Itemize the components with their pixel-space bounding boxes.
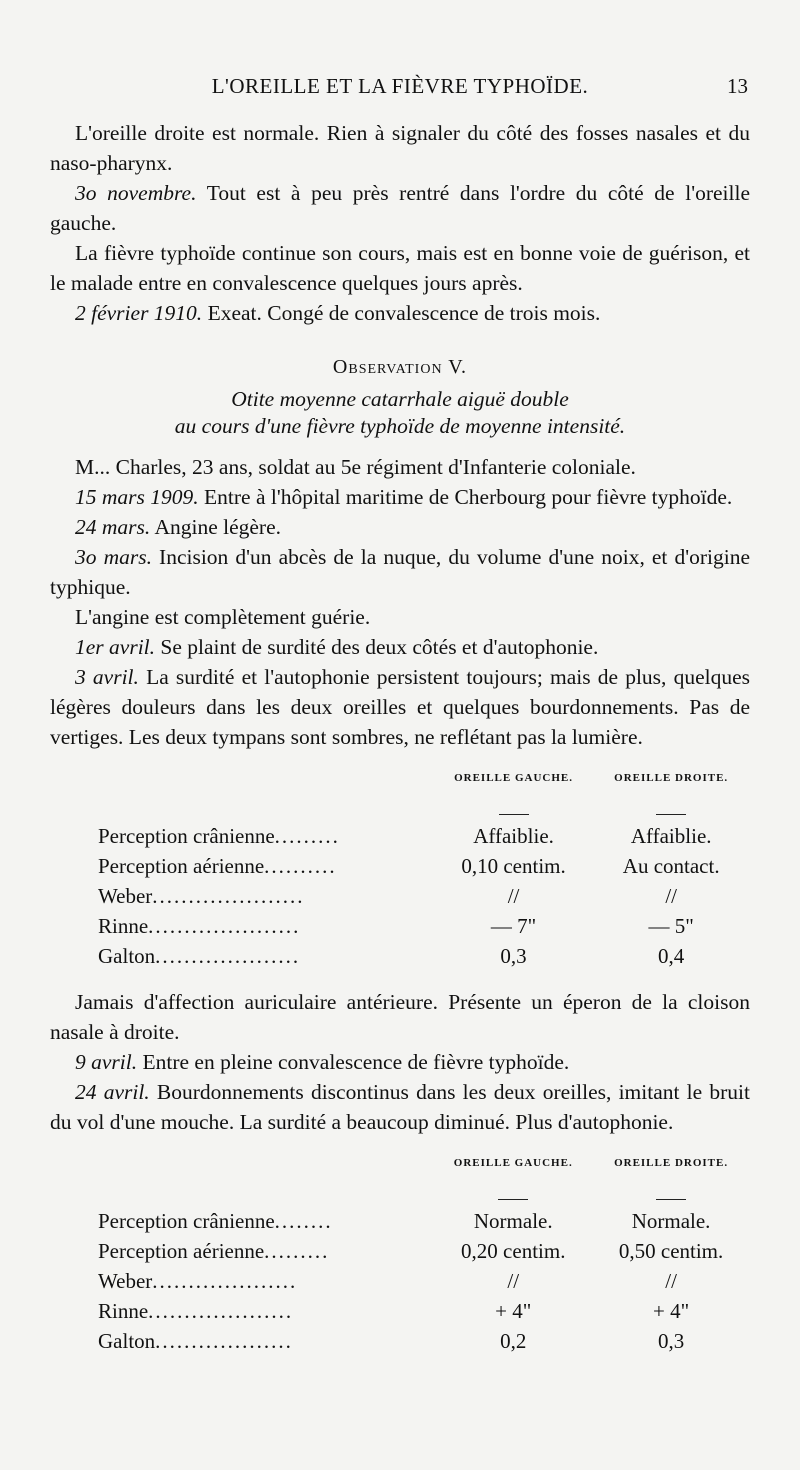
page-body [50,118,750,1356]
value-right-ear: // [665,884,678,908]
value-left-ear: // [507,884,520,908]
paragraph [50,512,750,542]
paragraph-text: M... Charles, 23 ans, soldat au 5e régiment d'Infanterie coloniale. [75,455,636,479]
row-label-text: Galton [98,1329,156,1353]
entry-date: 2 février 1910. [75,301,203,325]
row-label [98,911,435,941]
exam-table-2 [98,1147,750,1356]
paragraph-text: La fièvre typhoïde continue son cours, mais est en bonne voie de guérison, et le malade entre en convalescence quelques jours après. [50,241,750,295]
value-right-ear: 0,4 [658,944,685,968]
leader-dots: .................... [152,1269,298,1293]
value-left-ear: Normale. [473,1209,553,1233]
observation-subtitle-line2: au cours d'une fièvre typhoïde de moyenne intensité. [174,414,626,438]
entry-date: 9 avril. [75,1050,138,1074]
row-label [98,851,435,881]
value-left-ear: 0,2 [500,1329,527,1353]
row-label [98,1266,434,1296]
row-label-text: Perception crânienne [98,1209,275,1233]
observation-title: Observation V. [332,356,468,378]
value-left-ear: + 4" [495,1299,532,1323]
paragraph [50,118,750,178]
observation-subtitle-line1: Otite moyenne catarrhale aiguë double [231,387,569,411]
observation-subtitle [50,386,750,440]
paragraphs-bottom [50,987,750,1137]
value-right-ear: // [665,1269,677,1293]
value-left-ear: // [507,1269,520,1293]
paragraph-text: Incision d'un abcès de la nuque, du volume d'une noix, et d'origine typhique. [50,545,751,599]
value-left-ear: — 7" [490,914,537,938]
column-header-left: OREILLE GAUCHE. [453,1157,573,1169]
paragraph [50,482,750,512]
value-left-ear: 0,20 centim. [461,1239,566,1263]
row-label [98,941,435,971]
paragraph [50,298,750,328]
paragraph [50,542,750,602]
table-row [98,911,750,941]
paragraph [50,662,750,752]
leader-dots: ......... [264,1239,330,1263]
table-row [98,1266,750,1296]
row-label-text: Perception aérienne [98,854,265,878]
table-row [98,881,750,911]
page-header [50,74,750,108]
paragraph-text: Exeat. Congé de convalescence de trois mois. [202,301,601,325]
row-label [98,1296,434,1326]
paragraph-text: Tout est à peu près rentré dans l'ordre du côté de l'oreille gauche. [50,181,750,235]
leader-dots: .................... [148,1299,294,1323]
paragraph-text: Entre à l'hôpital maritime de Cherbourg pour fièvre typhoïde. [198,485,733,509]
entry-date: 3o mars. [75,545,152,569]
entry-date: 24 mars. [75,515,151,539]
leader-dots: ........ [274,1209,333,1233]
entry-date: 24 avril. [75,1080,150,1104]
entry-date: 15 mars 1909. [75,485,199,509]
row-label [98,881,435,911]
value-left-ear: 0,3 [500,944,527,968]
row-label-text: Weber [98,1269,153,1293]
table-row [98,1206,750,1236]
value-right-ear: — 5" [648,914,694,938]
page-number: 13 [727,74,748,98]
entry-date: 3 avril. [75,665,139,689]
value-left-ear: Affaiblie. [473,824,554,848]
exam-table-1 [98,762,750,971]
running-title: L'OREILLE ET LA FIÈVRE TYPHOÏDE. [211,74,589,98]
row-label [98,1236,434,1266]
leader-dots: ......... [274,824,340,848]
table-row [98,1236,750,1266]
value-right-ear: Au contact. [622,854,720,878]
entry-date: 3o novembre. [75,181,197,205]
value-right-ear: + 4" [652,1299,690,1323]
row-label-text: Weber [98,884,153,908]
paragraph-text: Se plaint de surdité des deux côtés et d'autophonie. [155,635,599,659]
table-row [98,821,750,851]
paragraph [50,1077,750,1137]
value-right-ear: Affaiblie. [630,824,712,848]
row-label [98,1326,434,1356]
row-label-text: Perception crânienne [98,824,275,848]
paragraphs-mid [50,452,750,752]
table-row [98,851,750,881]
row-label-text: Perception aérienne [98,1239,265,1263]
table-row [98,941,750,971]
paragraph-text: L'oreille droite est normale. Rien à signaler du côté des fosses nasales et du naso-pharynx. [50,121,750,175]
paragraph-text: Bourdonnements discontinus dans les deux oreilles, imitant le bruit du vol d'une mouche. La surdité a beaucoup diminué. Plus d'autophonie. [50,1080,750,1134]
paragraph-text: Angine légère. [150,515,282,539]
paragraph [50,452,750,482]
value-right-ear: Normale. [631,1209,711,1233]
paragraph [50,178,750,238]
table-row [98,1296,750,1326]
column-header-right: OREILLE DROITE. [614,772,729,784]
row-label [98,1206,434,1236]
paragraph-text: Jamais d'affection auriculaire antérieure. Présente un éperon de la cloison nasale à droite. [50,990,750,1044]
paragraphs-top [50,118,750,328]
column-header-right: OREILLE DROITE. [614,1157,729,1169]
value-left-ear: 0,10 centim. [461,854,566,878]
paragraph [50,602,750,632]
row-label-text: Galton [98,944,156,968]
row-label-text: Rinne [98,914,149,938]
paragraph-text: Entre en pleine convalescence de fièvre typhoïde. [137,1050,570,1074]
table-row [98,1326,750,1356]
paragraph [50,238,750,298]
paragraph [50,1047,750,1077]
leader-dots: ................... [155,1329,293,1353]
paragraph [50,987,750,1047]
leader-dots: .................... [155,944,301,968]
row-label-text: Rinne [98,1299,149,1323]
row-label [98,821,435,851]
column-header-left: OREILLE GAUCHE. [454,772,574,784]
paragraph-text: L'angine est complètement guérie. [75,605,371,629]
value-right-ear: 0,3 [657,1329,685,1353]
paragraph-text: La surdité et l'autophonie persistent toujours; mais de plus, quelques légères douleurs dans les deux oreilles et quelques bourdonnements. Pas de vertiges. Les deux tympans sont sombres, ne reflétant pas la lumière. [50,665,750,749]
leader-dots: ..................... [148,914,301,938]
leader-dots: ..................... [152,884,305,908]
value-right-ear: 0,50 centim. [618,1239,724,1263]
entry-date: 1er avril. [75,635,156,659]
paragraph [50,632,750,662]
leader-dots: .......... [264,854,337,878]
